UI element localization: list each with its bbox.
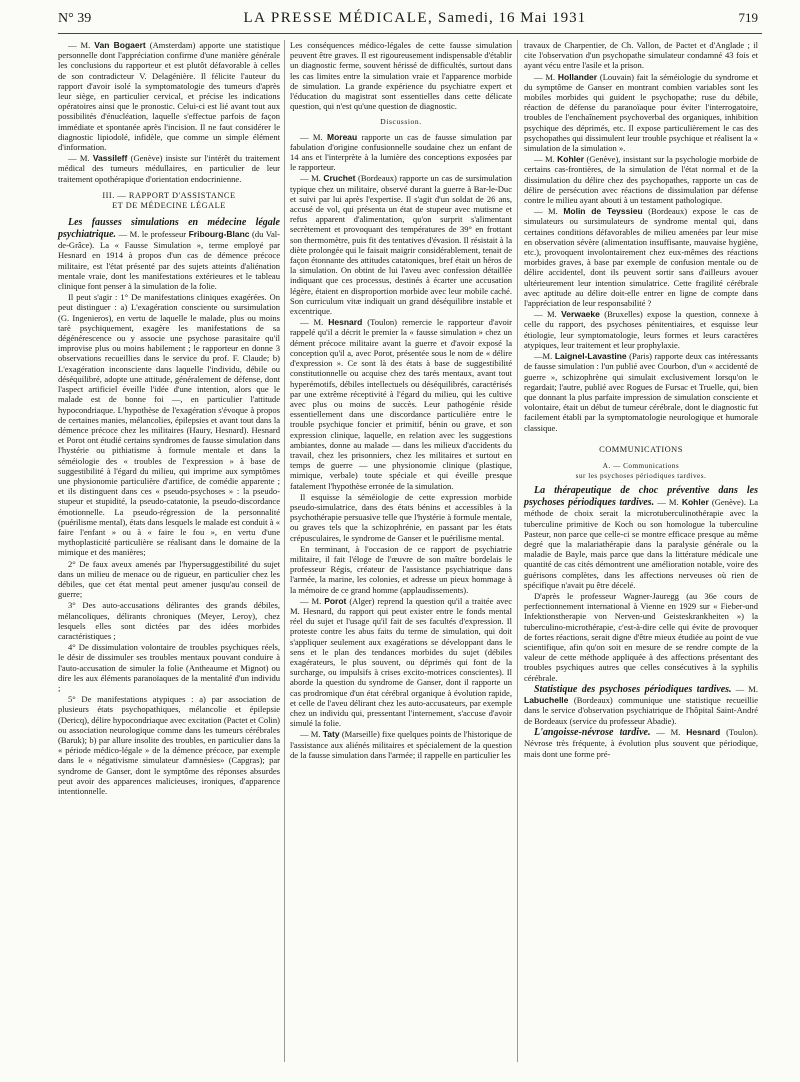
paragraph: — M. Cruchet (Bordeaux) rapporte un cas de sursimulation typique chez un militaire, observé durant la guerre à Bar-le-Duc et suivi par lui après l'expertise. Il s'agit d'un soldat de 26 ans, accusé de vol, qui présenta un état de stupeur avec mutisme et refus apparent d'alimentation, qu'on surprit s'alimentant secrètement et provoquant des températures de 39° en frottant son thermomètre, puis fit des tentatives d'évasion. Il résistait à la diète prolongée qui le faisait maigrir considérablement, tenait de façon étonnante des attitudes catatoniques, bref était un héros de la simulation. On obtint de lui l'aveu avec confession détaillée indiquant que ces processus, destinés à écarter une accusation légère, étaient en disproportion morbide avec leur mobile caché. Son curriculum vitæ indiquait un grand déséquilibre instable et excentrique. <box>290 173 513 317</box>
paragraph: Statistique des psychoses périodiques tardives. — M. Labuchelle (Bordeaux) communique une statistique recueillie dans le service d'observation psychiatrique de l'hôpital Saint-André de Bordeaux (service du professeur Abadie). <box>524 683 758 726</box>
author-name: Verwaeke <box>561 309 600 320</box>
paragraph: Les conséquences médico-légales de cette fausse simulation peuvent être graves. Il est rigoureusement indispensable d'établir un diagnostic ferme, souvent hérissé de difficultés, surtout dans les cas limites entre la simulation vraie et l'apparence morbide de simulation. La grande expérience du psychiatre expert et l'éducation du magistrat sont essentielles dans cette délicate question, qui n'est qu'une question de diagnostic. <box>290 40 512 112</box>
column-3 <box>524 40 758 760</box>
communications-heading: COMMUNICATIONS <box>599 444 683 454</box>
article-title: La thérapeutique de choc préventive dans les psychoses périodiques tardives. <box>524 485 758 508</box>
paragraph: travaux de Charpentier, de Ch. Vallon, de Pactet et d'Anglade ; il cite l'observation d'un psychopathe simulateur condamné 43 fois et ayant vécu entre l'asile et la prison. <box>524 40 758 71</box>
discussion-heading: Discussion. <box>380 117 422 127</box>
column-divider <box>517 40 518 1062</box>
paragraph: — M. Hesnard (Toulon) remercie le rapporteur d'avoir rappelé qu'il a décrit le premier la « fausse simulation » chez un dément précoce militaire avant la guerre et d'avoir exposé la conception qu'il a, avec Porot, présentée sous le nom de « délire d'expression ». Ce sont là des états à base de suggestibilité constitutionnelle ou acquise chez des tarés mentaux, avant tout hyperémotifs, débiles intellectuels ou déséquilibrés, caractérisés par une extrême réceptivité à l'égard du milieu, qui les cultive avec plus ou moins de succès. Leur pathogénie réside essentiellement dans une discordance particulière entre le trouble psychique foncier et primitif, bénin ou grave, et son expression clinique, laquelle, en relation avec les suggestions ambiantes, donne au malade — dans les milieux d'accidents du travail, chez les prisonniers, chez les militaires et surtout en temps de guerre — une physionomie clinique (plastique, mimique, verbale) toute spéciale et qui éveille presque fatalement l'hypothèse erronée de la simulation. <box>290 317 512 491</box>
author-name: Laignel-Lavastine <box>554 351 627 362</box>
paragraph: D'après le professeur Wagner-Jauregg (au 36e cours de perfectionnement international à Vienne en 1929 sur « Fieber-und Infektionstherapie von Nerven-und Geisteskrankheiten ») la tuberculino-microthérapie, c'est-à-dire celle qui évite de provoquer de fortes réactions, serait digne d'être mieux étudiée au point de vue scientifique, afin qu'on soit en mesure de se rendre compte de la valeur de cette méthode appliquée à des affections présentant des troubles psychiques autres que celles consécutives à la syphilis cérébrale. <box>524 590 758 683</box>
author-name: Taty <box>322 729 340 740</box>
paragraph: En terminant, à l'occasion de ce rapport de psychiatrie militaire, il fait l'éloge de l'œuvre de son maître bordelais le professeur Régis, créateur de l'assistance psychiatrique dans l'armée, la marine, les colonies, et adresse un pieux hommage à la mémoire de ce grand homme (applaudissements). <box>290 543 512 595</box>
author-name: Fribourg-Blanc <box>188 228 250 239</box>
paragraph: — M. Verwaeke (Bruxelles) expose la question, connexe à celle du rapport, des psychoses pénitentiaires, et esquisse leur étiologie, leur symptomatologie, leurs formes et leurs caractères atypiques, leur traitement et leur prophylaxie. <box>524 309 758 350</box>
author-name: Porot <box>324 595 347 606</box>
paragraph: — M. Molin de Teyssieu (Bordeaux) expose le cas de simulateurs ou sursimulateurs de syndrome mental qui, dans certaines conditions défavorables de milieu amenées par leur mise en observation sévère (alimentation insuffisante, mauvaise hygiène, etc.), provoquent involontairement chez eux-mêmes des réactions morbides graves, à base par exemple de confusion mentale ou de délire accidentel, dont ils peuvent sortir sans d'ailleurs avouer ultérieurement leur intention simulatrice. Cette fragilité cérébrale avec aptitude au délire doit-elle entrer en ligne de compte dans l'appréciation de leur responsabilité ? <box>524 206 758 309</box>
communications-subheading: A. — Communications sur les psychoses périodiques tardives. <box>575 461 707 481</box>
paragraph: 4° De dissimulation volontaire de troubles psychiques réels, le désir de dissimuler ses troubles mentaux pouvant conduire à l'auto-accusation de simuler la folie (Antheaume et Mignot) ou dire les aux éléments paranoïaques de la mentalité d'un individu ; <box>58 642 280 693</box>
paragraph: — M. Hollander (Louvain) fait la séméiologie du syndrome et du symptôme de Ganser en montrant combien variables sont les mobiles morbides qui guident le psychopathe; ruse du débile, réaction de défense du paranoïaque pour éviter l'interrogatoire, troubles de l'enchaînement psychoverbal des organiques, inhibition psychique des déprimés, etc. Il expose particulièrement le cas des psychopathes qui dissimulent leur trouble psychique et réalisent la « simulation de la simulation ». <box>524 71 758 154</box>
paragraph: —M. Laignel-Lavastine (Paris) rapporte deux cas intéressants de fausse simulation : l'un publié avec Courbon, d'un « accidenté de guerre », schizophrène qui simulait exclusivement lorsqu'on le regardait; l'autre, publié avec Rogues de Fursac et Truelle, qui, bien que donnant la plus parfaite impression de simulation consciente et volontaire, était un début de tumeur cérébrale, dont le diagnostic fut facilement établi par la symptomatologie neurologique et humorale classique. <box>524 351 758 433</box>
paragraph: Il peut s'agir : 1° De manifestations cliniques exagérées. On peut distinguer : a) L'exagération consciente ou sursimulation (G. Ingenieros), en vertu de laquelle le malade, plus ou moins tarè psychiquement, exagère les manifestations de sa dégénérescence ou y associe une psychose parasitaire qu'il improvise plus ou moins habilement ; le rapporteur en donne 3 observations recueillies dans le service du prof. F. Claude; b) L'exagération inconsciente dans laquelle l'individu, débile ou déséquilibré, adopte une attitude, généralement de défense, dont l'aspect artificiel éveille l'idée d'une intention, alors que le malade est de bonne foi —, en particulier l'attitude hypocondriaque. L'hypothèse de l'exagération s'évoque à propos de certaines manies, mélancolies, épilepsies et avant tout dans la démence précoce chez les militaires (Haury, Hesnard). Hesnard et Porot ont étudié certains syndromes de fausse simulation dans l'hystérie ou pithiatisme à formule mentale et dans la séméiologie des « troubles de l'expression » à base de suggestibilité à l'égard du milieu, qui imprime aux symptômes une physionomie particulière d'artifice, de comédie apparente ; et ils distinguent dans ces « pseudo-psychoses » : la pseudo-stupeur et stupidité, la pseudo-catatonie, la pseudo-discordance émotionnelle. La pseudo-régression de la personnalité (puérilisme mental), états dans lesquels le malade est conduit à « faire l'enfant » ou à « faire le fou », en vertu d'une mythoplasticité particulière se réalisant dans le domaine de la mimique et des manières; <box>58 292 280 558</box>
paragraph: 3° Des auto-accusations délirantes des grands débiles, mélancoliques, délirants chroniques (Meyer, Leroy), chez lesquels elles sont dictées par des idées morbides caractéristiques ; <box>58 600 280 641</box>
page-number: 719 <box>738 10 758 25</box>
column-1 <box>58 40 280 797</box>
author-name: Molin de Teyssieu <box>563 206 643 217</box>
paragraph: L'angoisse-névrose tardive. — M. Hesnard (Toulon). Névrose très fréquente, à évolution plus souvent que périodique, mais dont une forme pré- <box>524 726 758 759</box>
author-name: Hesnard <box>686 726 721 737</box>
section-heading: III. — RAPPORT D'ASSISTANCE ET DE MÉDECINE LÉGALE <box>102 190 236 211</box>
author-name: Cruchet <box>323 173 356 184</box>
author-name: Vassileff <box>92 153 128 164</box>
author-name: Moreau <box>326 131 358 142</box>
article-title: Statistique des psychoses périodiques tardives. <box>534 683 732 695</box>
journal-name: LA PRESSE MÉDICALE, <box>243 10 434 26</box>
paragraph: — M. Vassileff (Genève) insiste sur l'intérêt du traitement médical des tumeurs médullaires, en particulier de leur traitement opothérapique d'orientation endocrinienne. <box>58 153 281 184</box>
paragraph: — M. Van Bogaert (Amsterdam) apporte une statistique personnelle dont l'appréciation confirme d'une manière générale les conclusions du rapporteur et est plutôt défavorable à celles de son contradicteur V. Delagénière. Il félicite l'auteur du rapport d'avoir isolé la symptomatologie des tumeurs d'après leur siège, en particulier cervical, et précise les indications opératoires ainsi que le pronostic. Celui-ci est lié avant tout aux possibilités d'énucléation, laquelle s'effectue parfois de façon immédiate et spontanée après l'incision. Il ne faut considérer le diagnostic lipiodolé, infidèle, que comme un simple élément d'information. <box>58 40 280 153</box>
paragraph: Les fausses simulations en médecine légale psychiatrique. — M. le professeur Fribourg-Blanc (du Val-de-Grâce). La « Fausse Simulation », terme employé par Hesnard en 1914 à propos d'un cas de démence précoce militaire, est l'état présenté par des sujets atteints d'aliénation mentale vraie, dont les manifestations extérieures et le tableau clinique font penser à la simulation de la folie. <box>58 217 280 292</box>
page-header <box>58 10 758 32</box>
paragraph: — M. Moreau rapporte un cas de fausse simulation par fabulation d'origine confusionnelle soudaine chez un enfant de 14 ans et l'interprète à la lumière des conceptions exposées par le rapporteur. <box>290 131 512 173</box>
paragraph: — M. Kohler (Genève), insistant sur la psychologie morbide de certains cas-frontières, de la simulation de l'état normal et de la dissimulation du délire chez des psychopathes, rapporte un cas de délire de persécution avec réactions de dissimulation par défense contre le milieu ayant abouti à un testament pathologique. <box>524 154 758 206</box>
header-rule <box>58 33 762 34</box>
author-name: Labuchelle <box>524 695 569 706</box>
author-name: Kohler <box>681 496 709 507</box>
column-divider <box>284 40 285 1062</box>
author-name: Kohler <box>557 154 585 165</box>
issue-number: N° 39 <box>58 11 92 26</box>
paragraph: 5° De manifestations atypiques : a) par association de plusieurs états psychopathiques, mélancolie et épilepsie (Dericq), délire hypocondriaque avec excitation (Pactet et Colin) ou association neurologique comme dans les tumeurs cérébrales (Baruk); b) par allure insolite des troubles, en particulier dans la « période médico-légale » de la démence précoce, par exemple dans le « négativisme simulateur d'amnésies» (Capgras); par syndrome de Ganser, dont le symptôme des réponses absurdes peut avoir des apparences malicieuses, ironiques, d'apparence intentionnelle. <box>58 694 280 797</box>
column-2 <box>290 40 512 761</box>
issue-date: Samedi, 16 Mai 1931 <box>433 10 587 26</box>
paragraph: La thérapeutique de choc préventive dans les psychoses périodiques tardives. — M. Kohler (Genève). La méthode de choix serait la microtuberculinothérapie avec la tuberculine primitive de Koch ou son homologue la tuberculine Pasteur, non parce que celle-ci se montre efficace presque au même degré que la malariathérapie dans la paralysie générale ou la maladie de Bayle, mais parce que dans la littérature médicale une quantité de cas cités démontrent une amélioration notable, voire des guérisons complètes, dans les affections nerveuses où rien de spécifique n'avait pu être décelé. <box>524 485 758 590</box>
paragraph: — M. Taty (Marseille) fixe quelques points de l'historique de l'assistance aux aliénés militaires et spécialement de la question de la fausse simulation dans l'armée; il rappelle en particulier les <box>290 729 512 760</box>
paragraph: Il esquisse la séméiologie de cette expression morbide pseudo-simulatrice, dans des états bénins et accessibles à la psychothérapie persuasive telle que l'hystérie à formule mentale, ou graves tels que la schizophrénie, en passant par les états crépusculaires, le syndrome de Ganser et le puérilisme mental. <box>290 491 512 543</box>
journal-title <box>244 10 587 27</box>
article-title: Les fausses simulations en médecine légale psychiatrique. <box>58 217 280 240</box>
article-title: L'angoisse-névrose tardive. <box>534 726 651 738</box>
author-name: Van Bogaert <box>94 40 146 50</box>
author-name: Hollander <box>557 71 598 82</box>
paragraph: 2° De faux aveux amenés par l'hypersuggestibilité du sujet dans un milieu de menace ou de rigueur, en particulier chez les débiles, que cet état mental peut amener jusqu'au conseil de guerre; <box>58 558 280 600</box>
paragraph: — M. Porot (Alger) reprend la question qu'il a traitée avec M. Hesnard, du rapport qui peut exister entre le fonds mental réel du sujet et l'usage qu'il fait de ses facultés d'expression. Il proteste contre les abus faits du terme de simulation, qui doit s'appliquer seulement aux exagérations se développant dans le sens et le plan des tendances morbides du sujet (débiles exagérateurs, le plus souvent, ou déprimés qui font de la surcharge, ou impulsifs à crises excito-motrices conscientes). Il aborde la question du syndrome de Ganser, dont il rapporte un cas prodromique d'un état cérébral organique à évolution rapide, et celle de l'aveu délirant chez les auto-accusateurs, par exemple chez un individu qui, pressentant l'internement, s'accuse d'avoir simulé la folie. <box>290 595 512 729</box>
author-name: Hesnard <box>328 317 363 328</box>
